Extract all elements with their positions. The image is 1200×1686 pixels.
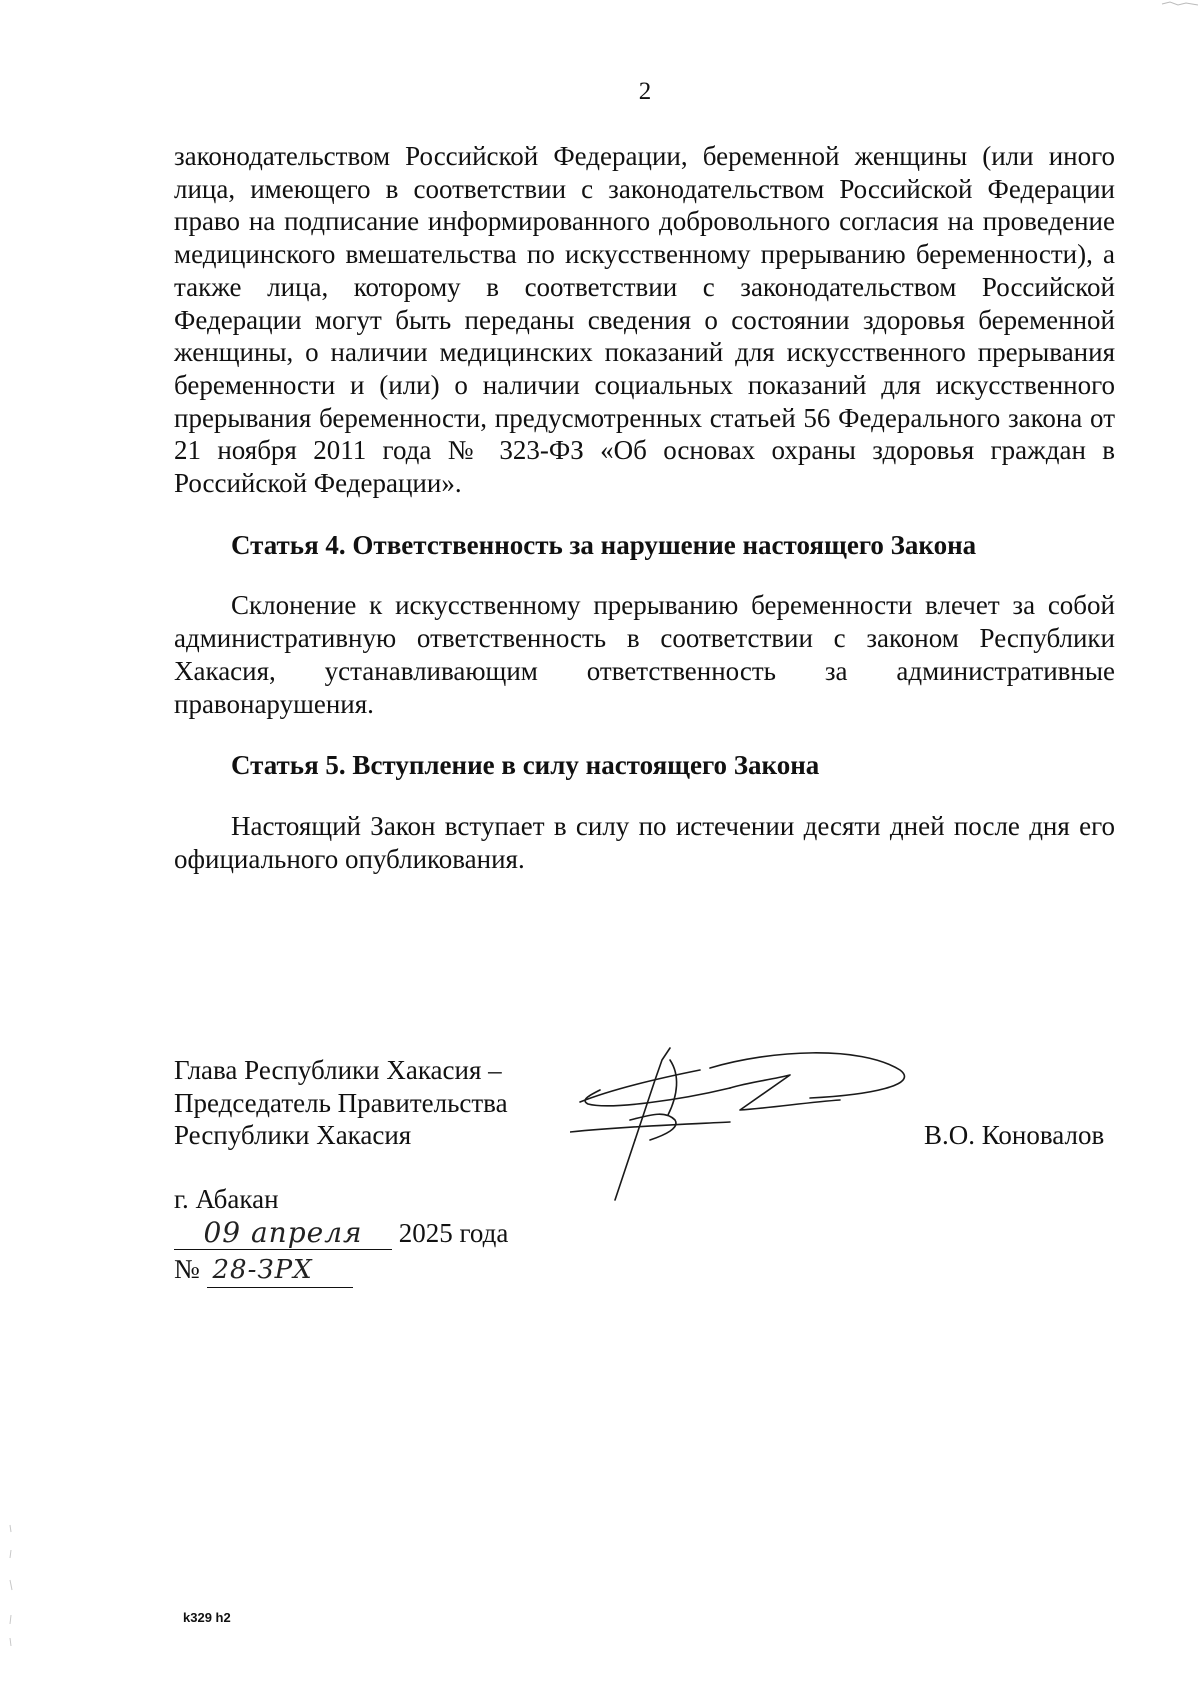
handwritten-signature — [570, 1040, 940, 1220]
signer-title-line-3: Республики Хакасия — [174, 1120, 412, 1151]
scan-artifact-margin — [8, 1520, 14, 1650]
scan-artifact-corner — [1160, 0, 1200, 8]
signer-name: В.О. Коновалов — [924, 1120, 1105, 1150]
year-suffix: 2025 года — [398, 1218, 509, 1248]
article-5-text: Настоящий Закон вступает в силу по истечении десяти дней после дня его официального опубликования. — [174, 810, 1115, 874]
number-sign: № — [174, 1254, 200, 1284]
footer-code: k329 h2 — [183, 1610, 231, 1625]
signer-title-line-1: Глава Республики Хакасия – — [174, 1055, 502, 1085]
date-line — [174, 1216, 508, 1250]
article-4-text: Склонение к искусственному прерыванию беременности влечет за собой административную ответственность в соответствии с законом Республики Хакасия, устанавливающим ответственность за административные правонарушения. — [174, 590, 1115, 719]
signer-title — [174, 1054, 508, 1152]
handwritten-date: 09 апреля — [174, 1216, 392, 1250]
law-number-line — [174, 1253, 353, 1288]
paragraph-continued: законодательством Российской Федерации, беременной женщины (или иного лица, имеющего в соответствии с законодательством Российской Федерации право на подписание информированного добровольного согласия на проведение медицинского вмешательства по искусственному прерыванию беременности), а также лица, которому в соответствии с законодательством Российской Федерации могут быть переданы сведения о состоянии здоровья беременной женщины, о наличии медицинских показаний для искусственного прерывания беременности и (или) о наличии социальных показаний для искусственного прерывания беременности, предусмотренных статьей 56 Федерального закона от 21 ноября 2011 года № 323-ФЗ «Об основах охраны здоровья граждан в Российской Федерации». — [174, 141, 1115, 499]
signer-title-line-2: Председатель Правительства — [174, 1087, 508, 1118]
article-4-heading: Статья 4. Ответственность за нарушение настоящего Закона — [231, 529, 977, 560]
document-body — [174, 140, 1115, 875]
handwritten-law-number: 28-ЗРХ — [207, 1254, 353, 1288]
page-number: 2 — [638, 78, 652, 105]
article-5-heading: Статья 5. Вступление в силу настоящего Закона — [231, 750, 820, 781]
city: г. Абакан — [174, 1184, 279, 1214]
